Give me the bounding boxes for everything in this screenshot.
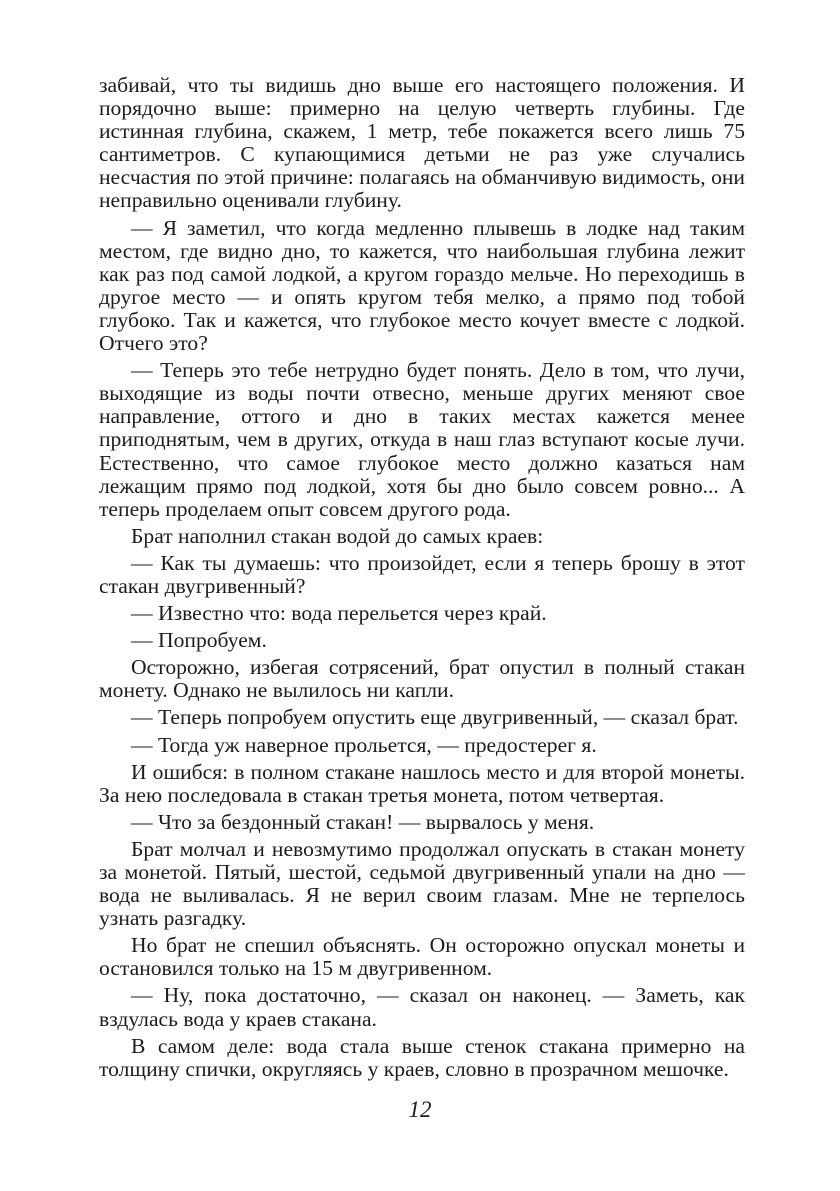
paragraph: Брат наполнил стакан водой до самых краев: xyxy=(131,523,544,548)
paragraph: — Теперь попробуем опустить еще двугривенный, — сказал брат. xyxy=(131,705,739,730)
document-page xyxy=(99,74,745,1085)
paragraph: — Как ты думаешь: что произойдет, если я теперь брошу в этот стакан двугривенный? xyxy=(99,550,745,598)
paragraph: — Попробуем. xyxy=(131,628,267,653)
paragraph: — Известно что: вода перельется через край. xyxy=(131,601,547,626)
paragraph: Но брат не спешил объяснять. Он осторожно опускал монеты и остановился только на 15 м двугривенном. xyxy=(99,933,745,981)
paragraph: — Что за бездонный стакан! — вырвалось у меня. xyxy=(131,809,595,834)
paragraph: — Тогда уж наверное прольется, — предостерег я. xyxy=(131,732,597,757)
paragraph: забивай, что ты видишь дно выше его настоящего положения. И порядочно выше: примерно на целую четверть глубины. Где истинная глубина, скажем, 1 метр, тебе покажется всего лишь 75 сантиметров. С купающимися детьми не раз уже случались несчастия по этой причине: полагаясь на обманчивую видимость, они неправильно оценивали глубину. xyxy=(99,73,745,213)
page-number: 12 xyxy=(408,1097,432,1122)
paragraph: — Я заметил, что когда медленно плывешь в лодке над таким местом, где видно дно, то кажется, что наибольшая глубина лежит как раз под самой лодкой, а кругом гораздо мельче. Но переходишь в другое место — и опять кругом тебя мелко, а прямо под тобой глубоко. Так и кажется, что глубокое место кочует вместе с лодкой. Отчего это? xyxy=(99,215,745,356)
paragraph: И ошибся: в полном стакане нашлось место и для второй монеты. За нею последовала в стакан третья монета, потом четвертая. xyxy=(99,759,745,807)
paragraph: Осторожно, избегая сотрясений, брат опустил в полный стакан монету. Однако не вылилось ни капли. xyxy=(99,655,745,703)
paragraph: — Ну, пока достаточно, — сказал он наконец. — Заметь, как вздулась вода у краев стакана. xyxy=(99,983,745,1031)
paragraph: Брат молчал и невозмутимо продолжал опускать в стакан монету за монетой. Пятый, шестой, седьмой двугривенный упали на дно — вода не выливалась. Я не верил своим глазам. Мне не терпелось узнать разгадку. xyxy=(99,836,745,931)
paragraph: В самом деле: вода стала выше стенок стакана примерно на толщину спички, округляясь у краев, словно в прозрачном мешочке. xyxy=(99,1033,745,1081)
paragraph: — Теперь это тебе нетрудно будет понять. Дело в том, что лучи, выходящие из воды почти отвесно, меньше других меняют свое направление, оттого и дно в таких местах кажется менее приподнятым, чем в других, откуда в наш глаз вступают косые лучи. Естественно, что самое глубокое место должно казаться нам лежащим прямо под лодкой, хотя бы дно было совсем ровно... А теперь проделаем опыт совсем другого рода. xyxy=(99,358,745,521)
